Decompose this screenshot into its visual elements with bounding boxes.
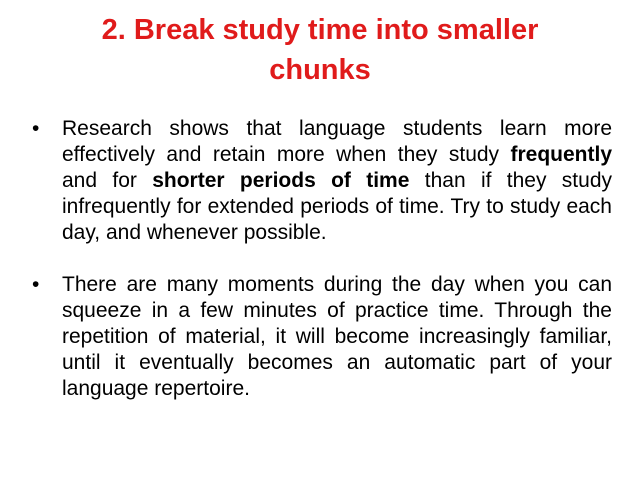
title-line-2: chunks (269, 54, 371, 86)
emphasis-frequently: frequently (510, 143, 612, 166)
bullet-item-moments (30, 272, 612, 402)
slide-title (40, 10, 600, 90)
bullet-text: and for (62, 169, 153, 192)
bullet-text: Research shows that language students learn more effectively and retain more when they study (62, 117, 612, 166)
bullet-item-research (30, 116, 612, 246)
emphasis-shorter-periods: shorter periods of time (152, 169, 410, 192)
title-line-1: 2. Break study time into smaller (101, 14, 539, 46)
bullet-marker: • (32, 273, 40, 296)
bullet-marker: • (32, 117, 40, 140)
bullet-list (30, 116, 612, 402)
bullet-text: than if they study infrequently for extended periods of time. Try to study each day, and whenever possible. (62, 169, 613, 244)
bullet-text: There are many moments during the day when you can squeeze in a few minutes of practice time. Through the repetition of material, it will become increasingly familiar, until it eventually becomes an automatic part of your language repertoire. (62, 273, 612, 400)
